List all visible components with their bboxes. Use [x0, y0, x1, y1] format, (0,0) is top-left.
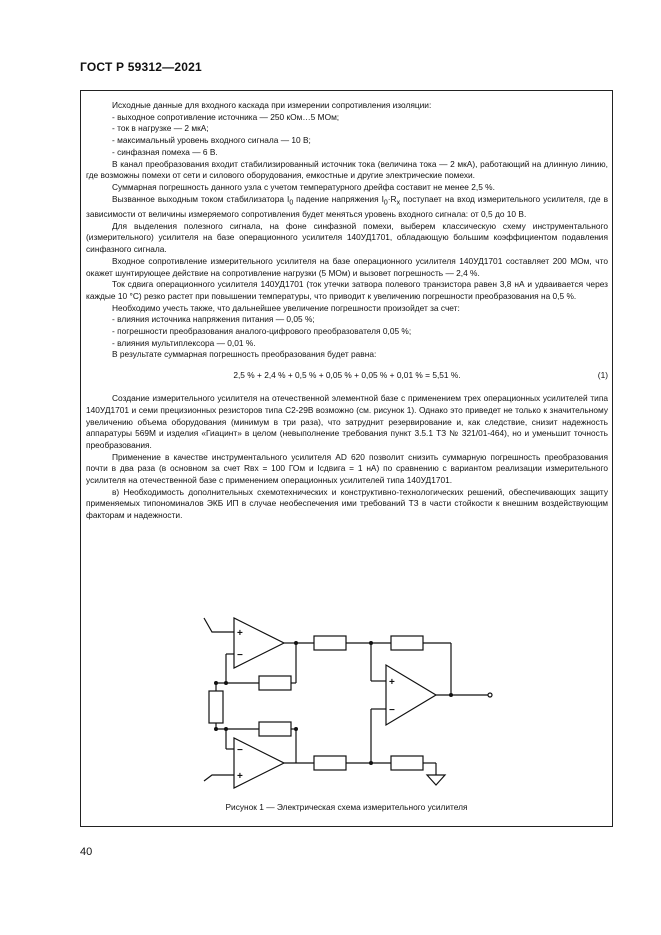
subscript: x: [396, 199, 401, 207]
paragraph: Исходные данные для входного каскада при измерении сопротивления изоляции:: [112, 100, 432, 110]
plus-sign: +: [237, 771, 243, 782]
page-number: 40: [80, 846, 93, 858]
list-item: - влияния мультиплексора — 0,01 %.: [112, 337, 256, 348]
formula: 2,5 % + 2,4 % + 0,5 % + 0,05 % + 0,05 % + 0,01 % = 5,51 %.: [233, 370, 461, 381]
minus-sign: −: [237, 745, 243, 756]
resistor: [391, 636, 423, 650]
resistor: [259, 676, 291, 690]
list-item: - влияния источника напряжения питания — 0,05 %;: [112, 314, 315, 325]
output-terminal: [488, 693, 492, 697]
paragraph: Создание измерительного усилителя на отечественной элементной базе с применением трех операционных усилителей типа 140УД1701 и семи прецизионных резисторов типа С2-29В возможно (см. рисунок 1). Однако это приведет не только к значительному увеличению объема оборудования (минимум в три раза), что затруднит резервирование и, как следствие, снизит надежность аппаратуры 569М и изделия «Гиацинт» в целом (невыполнение требования пункт 3.5.1 ТЗ № 321/01-464), но и уменьшит точность преобразования.: [86, 393, 608, 450]
paragraph: В результате суммарная погрешность преобразования будет равна:: [112, 349, 377, 360]
ground-symbol: [427, 775, 445, 785]
paragraph: в) Необходимость дополнительных схемотехнических и конструктивно-технологических решений, обеспечивающих защиту применяемых типономиналов ЭКБ ИП в случае необеспечения ими требований ТЗ в части стойкости к внешним воздействующим факторам и надежности.: [86, 486, 608, 521]
formula-number: (1): [597, 370, 608, 381]
resistor: [259, 722, 291, 736]
list-item: - выходное сопротивление источника — 250 кОм…5 МОм;: [112, 111, 340, 122]
document-body: [86, 100, 608, 522]
list-item: - синфазная помеха — 6 В.: [112, 146, 218, 157]
paragraph: Суммарная погрешность данного узла с учетом температурного дрейфа составит не менее 2,5 %.: [112, 181, 495, 192]
op-amp-output: [386, 665, 436, 725]
minus-sign: −: [237, 650, 243, 661]
input-arrow-bottom: [204, 775, 234, 781]
list-item: - погрешности преобразования аналого-цифрового преобразователя 0,05 %;: [112, 326, 412, 337]
document-standard-header: ГОСТ Р 59312—2021: [80, 60, 202, 74]
paragraph: Необходимо учесть также, что дальнейшее увеличение погрешности произойдет за счет:: [112, 302, 460, 313]
resistor: [209, 691, 223, 723]
resistor: [314, 756, 346, 770]
plus-sign: +: [389, 677, 395, 688]
minus-sign: −: [389, 705, 395, 716]
paragraph: Ток сдвига операционного усилителя 140УД1701 (ток утечки затвора полевого транзистора равен 3,8 нА и удваивается через каждые 10 °С) резко растет при повышении температуры, что приводит к увеличению погрешности преобразования на 0,5 %.: [86, 279, 608, 301]
paragraph: Входное сопротивление измерительного усилителя на базе операционного усилителя 140УД1701 составляет 200 МОм, что окажет шунтирующее действие на сопротивление нагрузки (5 МОм) и вызовет погрешность — 2,4 %.: [86, 255, 608, 278]
text-span: падение напряжения I: [293, 193, 384, 204]
input-arrow-top: [204, 618, 234, 632]
figure-caption: Рисунок 1 — Электрическая схема измерительного усилителя: [225, 802, 468, 812]
list-item: - максимальный уровень входного сигнала — 10 В;: [112, 135, 311, 146]
subscript: 0: [383, 199, 388, 207]
paragraph: [86, 194, 608, 221]
paragraph: В канал преобразования входит стабилизированный источник тока (величина тока — 2 мкА), работающий на длинную линию, где возможны помехи от сети и силового оборудования, емкостные и другие электрические помехи.: [86, 158, 608, 181]
plus-sign: +: [237, 628, 243, 639]
resistor: [314, 636, 346, 650]
paragraph: Применение в качестве инструментального усилителя AD 620 позволит снизить суммарную погрешность преобразования почти в два раза (в основном за счет Rвх = 100 ГОм и Iсдвига = 1 нА) по сравнению с вариантом реализации измерительного усилителя на отечественной базе с применением операционных усилителей типа 140УД1701.: [86, 451, 608, 486]
list-item: - ток в нагрузке — 2 мкА;: [112, 123, 209, 134]
text-span: поступает на вход измерительного усилителя, где в зависимости от величины измеряемого сопротивления будет меняться уровень входного сигнала: от 0,5 до 10 В.: [86, 193, 608, 219]
text-span: ·R: [387, 193, 397, 204]
instrumentation-amplifier-schematic: [196, 613, 496, 793]
formula-row: [86, 370, 608, 384]
subscript: 0: [289, 199, 294, 207]
resistor: [391, 756, 423, 770]
paragraph: Для выделения полезного сигнала, на фоне синфазной помехи, выберем классическую схему инструментального (измерительного) усилителя на базе операционного усилителя 140УД1701, обладающую большим коэффициентом подавления синфазного сигнала.: [86, 220, 608, 255]
text-span: Вызванное выходным током стабилизатора I: [112, 193, 290, 204]
